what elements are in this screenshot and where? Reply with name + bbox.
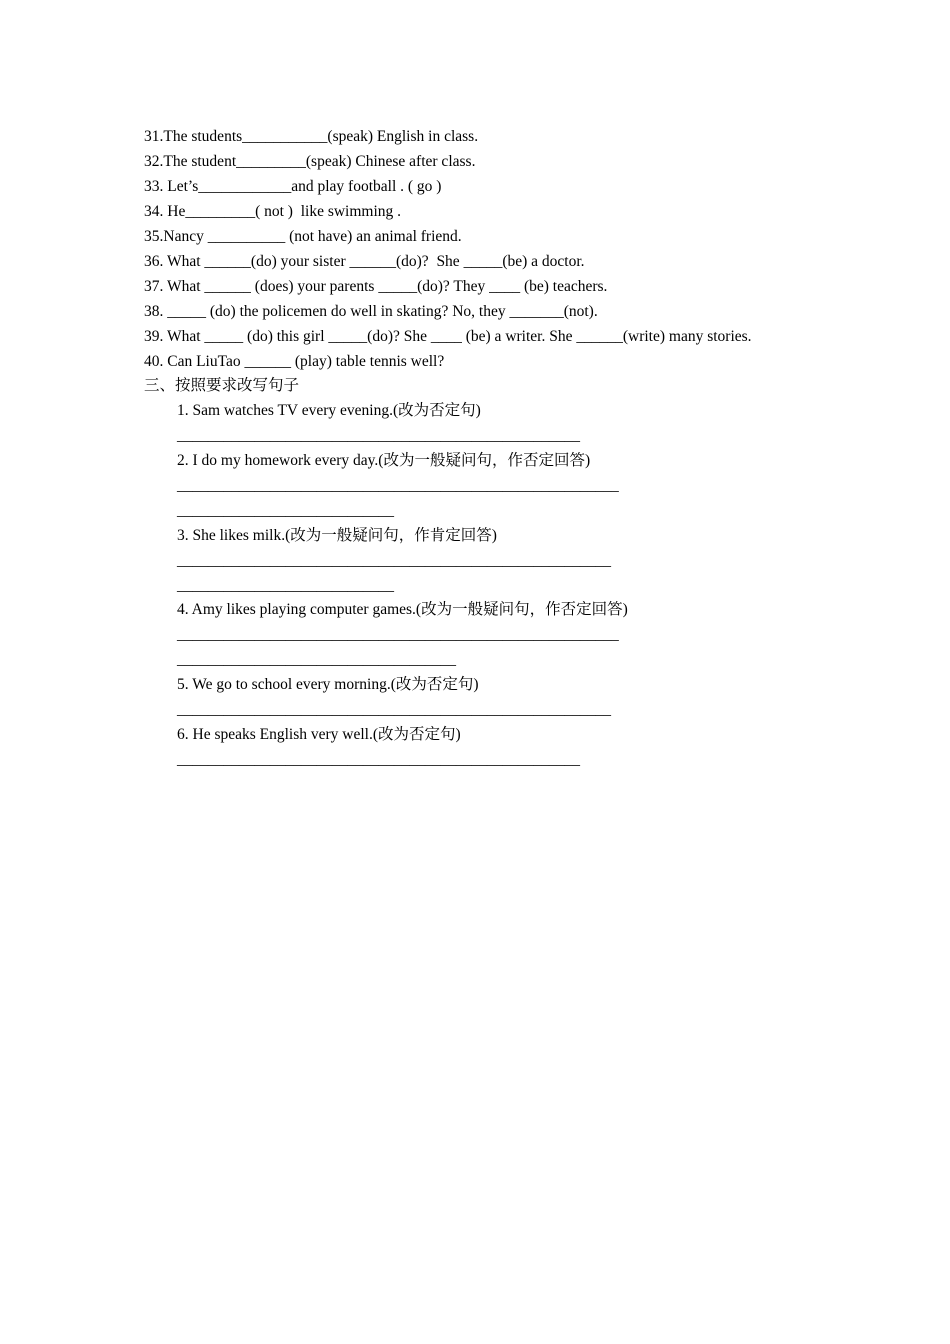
- question-38: 38. _____ (do) the policemen do well in skating? No, they _______(not).: [144, 303, 598, 320]
- rewrite-q3-prompt: 3. She likes milk.(改为一般疑问句，作肯定回答): [177, 527, 497, 544]
- rewrite-q6-answer-line: ____________________________________________________: [177, 751, 580, 768]
- rewrite-q4-answer-line-1: _________________________________________________________: [177, 626, 619, 643]
- rewrite-q4-answer-line-2: ____________________________________: [177, 651, 456, 668]
- rewrite-q5-answer-line: ________________________________________________________: [177, 701, 611, 718]
- question-34: 34. He_________( not ) like swimming .: [144, 203, 402, 220]
- question-37: 37. What ______ (does) your parents _____(do)? They ____ (be) teachers.: [144, 278, 608, 295]
- question-32: 32.The student_________(speak) Chinese after class.: [144, 153, 476, 170]
- rewrite-q1-answer-line: ____________________________________________________: [177, 427, 580, 444]
- question-35: 35.Nancy __________ (not have) an animal friend.: [144, 228, 462, 245]
- rewrite-q1-prompt: 1. Sam watches TV every evening.(改为否定句): [177, 402, 481, 419]
- question-36: 36. What ______(do) your sister ______(do)? She _____(be) a doctor.: [144, 253, 585, 270]
- rewrite-q3-answer-line-2: ____________________________: [177, 577, 394, 594]
- rewrite-q5-prompt: 5. We go to school every morning.(改为否定句): [177, 676, 479, 693]
- question-31: 31.The students___________(speak) English in class.: [144, 128, 479, 145]
- question-40: 40. Can LiuTao ______ (play) table tennis well?: [144, 353, 445, 370]
- section-three-heading: 三、按照要求改写句子: [144, 377, 300, 394]
- rewrite-q3-answer-line-1: ________________________________________________________: [177, 552, 611, 569]
- question-33: 33. Let’s____________and play football . ( go ): [144, 178, 442, 195]
- rewrite-q4-prompt: 4. Amy likes playing computer games.(改为一般疑问句，作否定回答): [177, 601, 628, 618]
- rewrite-q2-prompt: 2. I do my homework every day.(改为一般疑问句，作否定回答): [177, 452, 591, 469]
- rewrite-q6-prompt: 6. He speaks English very well.(改为否定句): [177, 726, 461, 743]
- question-39: 39. What _____ (do) this girl _____(do)? She ____ (be) a writer. She ______(write) many stories.: [144, 328, 752, 345]
- rewrite-q2-answer-line-1: _________________________________________________________: [177, 477, 619, 494]
- rewrite-q2-answer-line-2: ____________________________: [177, 502, 394, 519]
